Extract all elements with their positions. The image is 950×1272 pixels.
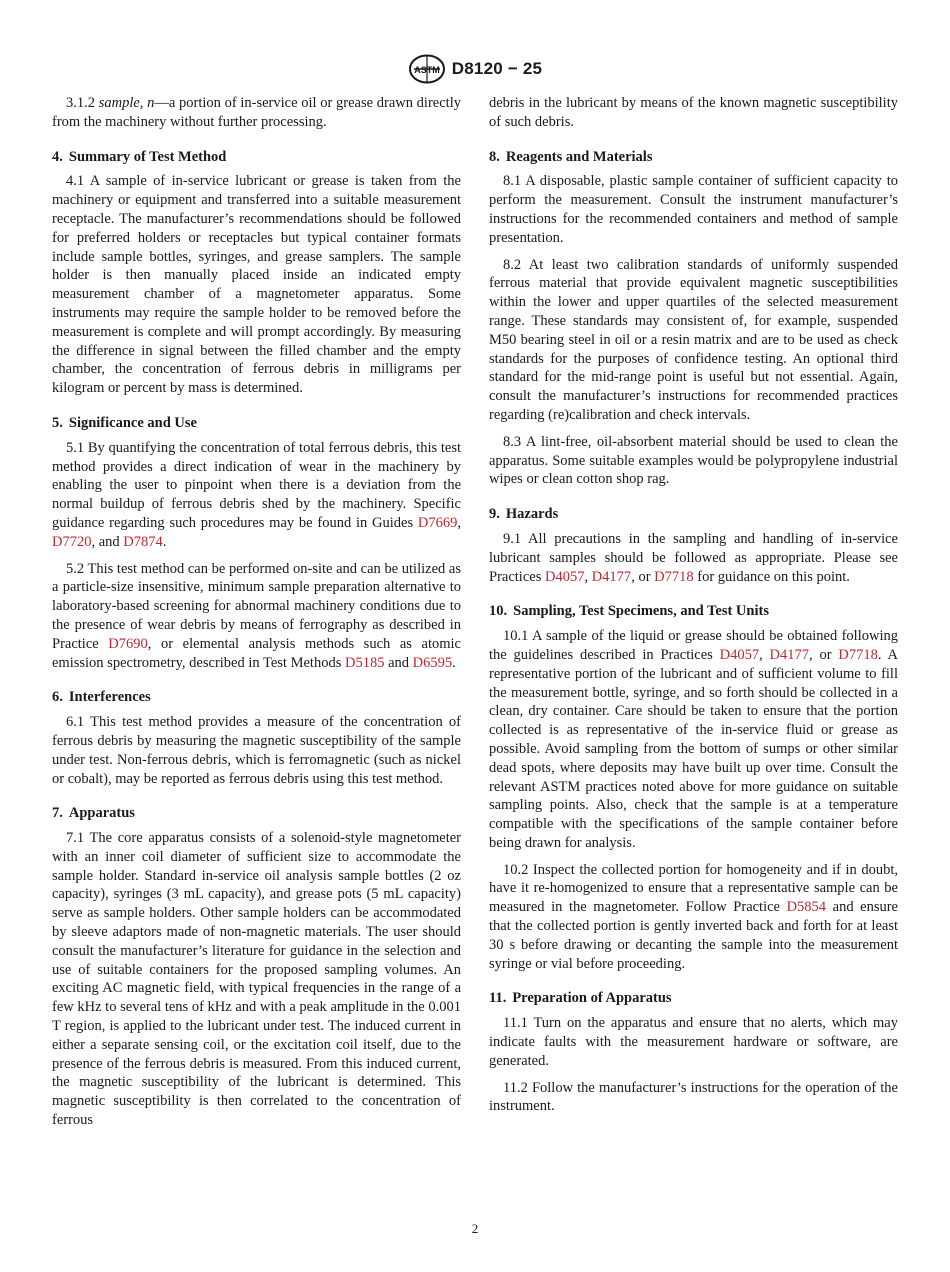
- paragraph-7-1-continued: debris in the lubricant by means of the known magnetic susceptibility of such debris.: [489, 95, 898, 130]
- ref-link-d4057[interactable]: D4057: [544, 568, 585, 585]
- document-designation: D8120 − 25: [451, 59, 543, 78]
- astm-logo-icon: [408, 54, 446, 84]
- paragraph-8-1: 8.1 A disposable, plastic sample container of sufficient capacity to perform the measurement. Consult the instrument manufacturer’s instructions for the recommended containers and method of sample presentation.: [489, 173, 898, 246]
- paragraph-11-1: 11.1 Turn on the apparatus and ensure that no alerts, which may indicate faults with the measurement hardware or software, are generated.: [489, 1015, 898, 1069]
- ref-link-d4177[interactable]: D4177: [769, 646, 810, 663]
- paragraph-11-2: 11.2 Follow the manufacturer’s instructions for the operation of the instrument.: [489, 1079, 898, 1115]
- section-8-heading: 8. Reagents and Materials: [489, 148, 653, 165]
- term-sample: sample, n: [98, 95, 155, 111]
- ref-link-d4057[interactable]: D4057: [719, 646, 760, 663]
- ref-link-d7874[interactable]: D7874: [123, 533, 163, 550]
- section-6-heading: 6. Interferences: [52, 689, 151, 706]
- paragraph-6-1: 6.1 This test method provides a measure of the concentration of ferrous debris by measuring the magnetic susceptibility of the sample under test. Non-ferrous debris, which is ferromagnetic (such as nickel or cobalt), may be reported as ferrous debris using this test method.: [52, 714, 461, 787]
- section-11-heading: 11. Preparation of Apparatus: [489, 990, 672, 1007]
- section-10-heading: 10. Sampling, Test Specimens, and Test Units: [489, 603, 769, 620]
- section-7-heading: 7. Apparatus: [52, 805, 135, 822]
- paragraph-4-1: 4.1 A sample of in-service lubricant or grease is taken from the machinery or equipment and transferred into a suitable measurement receptacle. The manufacturer’s recommendations should be followed for preferred holders or receptacles but typical container formats include sample bottles, syringes, and grease samplers. The sample holder is then manually placed inside an indicated empty measurement chamber of a magnetometer apparatus. Some instruments may require the sample holder to be removed before the measurement is complete and will prompt accordingly. By measuring the difference in signal between the filled chamber and the empty chamber, the concentration of ferrous debris in milligrams per kilogram or percent by mass is determined.: [52, 173, 461, 397]
- paragraph-8-2: 8.2 At least two calibration standards of uniformly suspended ferrous material that provide equivalent magnetic susceptibilities within the lower and upper quartiles of the selected measurement range. These standards may consistent of, for example, suspended M50 bearing steel in oil or a resin matrix and are to be used as check standards for the purposes of confidence testing. An optional third standard for the mid-range point is useful but not essential. Again, consult the manufacturer’s instructions for recommended practices regarding (re)calibration and check intervals.: [489, 256, 898, 423]
- paragraph-5-1: 5.1 By quantifying the concentration of total ferrous debris, this test method provides a direct indication of wear in the machinery by enabling the user to pinpoint when there is a deviation from the normal buildup of ferrous debris shed by the machinery. Specific guidance regarding such procedures may be found in Guides D7669, D7720, and D7874.: [52, 439, 461, 550]
- ref-link-d5854[interactable]: D5854: [786, 899, 827, 916]
- svg-text:ASTM: ASTM: [414, 65, 440, 75]
- right-column: [489, 94, 898, 1124]
- paragraph-5-2: 5.2 This test method can be performed on-site and can be utilized as a particle-size insensitive, minimum sample preparation alternative to laboratory-based screening for abnormal machinery conditions due to the presence of wear debris by means of ferrography as described in Practice D7690, or elemental analysis methods such as atomic emission spectrometry, described in Test Methods D5185 and D6595.: [52, 560, 461, 671]
- ref-link-d7718[interactable]: D7718: [838, 646, 878, 663]
- page-number: 2: [471, 1221, 479, 1236]
- page-header: [0, 52, 950, 86]
- ref-link-d7718[interactable]: D7718: [654, 568, 694, 585]
- section-9-heading: 9. Hazards: [489, 506, 559, 523]
- paragraph-10-1: 10.1 A sample of the liquid or grease should be obtained following the guidelines described in Practices D4057, D4177, or D7718. A representative portion of the lubricant and of sufficient volume to fill the measurement bottle, syringe, and so forth should be collected in a clean, dry container. Care should be taken to ensure that the portion collected is as representative of the in-service fluid or grease as possible. Avoid sampling from the bottom of sumps or other similar dead spots, where deposits may have built up over time. Consult the relevant ASTM practices noted above for more guidance on suitable sampling points. Also, check that the sample is at a temperature compatible with the specifications of the sample container before being drawn for analysis.: [489, 628, 898, 851]
- paragraph-8-3: 8.3 A lint-free, oil-absorbent material should be used to clean the apparatus. Some suitable examples would be polypropylene industrial wipes or clean cotton shop rag.: [489, 433, 898, 488]
- ref-link-d4177[interactable]: D4177: [591, 568, 632, 585]
- ref-link-d7669[interactable]: D7669: [417, 514, 458, 531]
- section-4-heading: 4. Summary of Test Method: [52, 148, 227, 165]
- paragraph-7-1: 7.1 The core apparatus consists of a solenoid-style magnetometer with an inner coil diameter of sufficient size to accommodate the sample holder. Standard in-service oil analysis sample bottles (2 oz capacity), syringes (3 mL capacity), and grease pots (5 mL capacity) serve as sample holders. Other sample holders can be accommodated by sleeve adaptors made of non-magnetic materials. The user should consult the manufacturer’s literature for guidance in the selection and use of suitable containers for the proposed sampling volumes. An exciting AC magnetic field, with typical frequencies in the range of a few kHz to several tens of kHz and with a peak amplitude in the 0.001 T region, is applied to the lubricant under test. The induced current in either a separate sensing coil, or the excitation coil itself, due to the presence of the ferrous debris is measured. From this induced current, the magnetic susceptibility of the lubricant is determined. This magnetic susceptibility is then correlated to the concentration of ferrous: [52, 830, 461, 1129]
- paragraph-9-1: 9.1 All precautions in the sampling and handling of in-service lubricant samples should be followed as appropriate. Please see Practices D4057, D4177, or D7718 for guidance on this point.: [489, 530, 898, 585]
- ref-link-d5185[interactable]: D5185: [344, 654, 385, 671]
- ref-link-d7690[interactable]: D7690: [108, 635, 148, 652]
- left-column: [52, 94, 461, 1138]
- paragraph-10-2: 10.2 Inspect the collected portion for homogeneity and if in doubt, have it re-homogenized to ensure that a representative sample can be measured in the magnetometer. Follow Practice D5854 and ensure that the collected portion is gently inverted back and forth for at least 30 s before drawing or decanting the sample into the measurement syringe or vial before proceeding.: [489, 861, 898, 972]
- paragraph-3-1-2: 3.1.2 sample, n—a portion of in-service oil or grease drawn directly from the machinery without further processing.: [52, 95, 461, 130]
- ref-link-d7720[interactable]: D7720: [52, 533, 92, 550]
- ref-link-d6595[interactable]: D6595: [412, 654, 453, 671]
- section-5-heading: 5. Significance and Use: [52, 414, 197, 431]
